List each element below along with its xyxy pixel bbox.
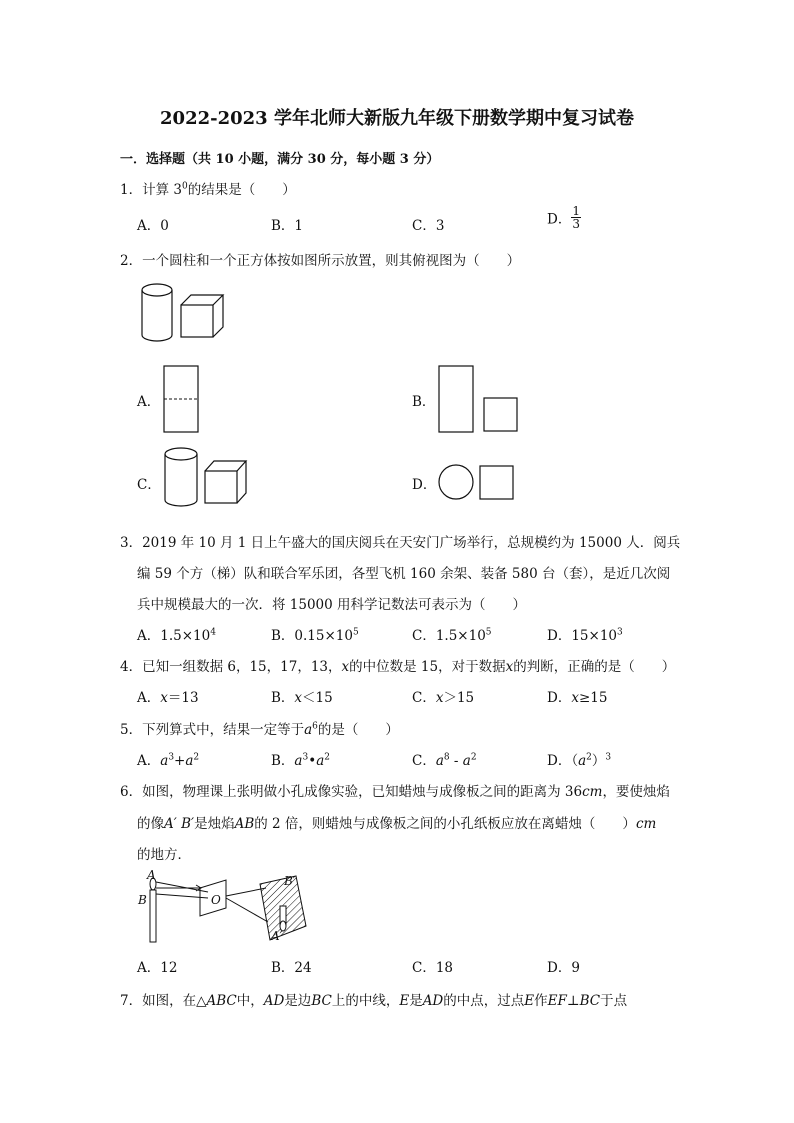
question-3-line-3: 兵中规模最大的一次．将 15000 用科学记数法可表示为（ ） (137, 597, 527, 613)
section-heading: 一．选择题（共 10 小题，满分 30 分，每小题 3 分） (120, 152, 440, 167)
question-3-line-1: 3．2019 年 10 月 1 日上午盛大的国庆阅兵在天安门广场举行，总规模约为 15000 人．阅兵 (120, 535, 681, 551)
q5-option-d: D．$(a^2)^3$ (547, 752, 612, 769)
question-1-stem: 1．计算 $3^0$的结果是（ ） (120, 181, 296, 198)
q6-option-a: A．12 (137, 960, 178, 976)
q2-option-d-label: D． (412, 477, 437, 493)
question-6-line-1: 6．如图，物理课上张明做小孔成像实验，已知蜡烛与成像板之间的距离为 36cm，要使烛焰 (120, 784, 670, 800)
q6-option-d: D．9 (547, 960, 580, 976)
q1-option-d: D． $\frac{1}{3}$ (547, 204, 580, 231)
q2-option-a-figure (162, 364, 202, 434)
figure-label-a-prime: A′ (271, 929, 283, 943)
question-7-line-1: 7．如图，在△ABC中，AD是边BC上的中线，E是AD的中点，过点E作EF⊥BC于点 (120, 993, 628, 1009)
q5-option-c: C．$a^8 - a^2$ (412, 752, 477, 769)
figure-label-b: B (138, 893, 147, 907)
page-title: 2022-2023 学年北师大新版九年级下册数学期中复习试卷 (160, 108, 634, 129)
figure-label-b-prime: B′ (284, 874, 296, 888)
q5-option-b: B．$a^3•a^2$ (271, 752, 330, 769)
q3-option-a: A．$1.5\times 10^4$ (137, 627, 216, 644)
q2-option-c-figure (160, 444, 255, 512)
q2-option-a-label: A． (137, 394, 161, 410)
q5-option-a: A．$a^3+a^2$ (137, 752, 200, 769)
q2-option-c-label: C． (137, 477, 161, 493)
q2-option-d-figure (436, 462, 518, 502)
q2-option-b-label: B． (412, 394, 436, 410)
q4-option-b: B．x＜15 (271, 690, 333, 706)
q1-option-a: A．0 (137, 218, 169, 234)
q6-option-c: C．18 (412, 960, 454, 976)
question-3-line-2: 编 59 个方（梯）队和联合军乐团，各型飞机 160 余架、装备 580 台（套），是近几次阅 (137, 566, 671, 582)
figure-label-o: O (211, 893, 221, 907)
question-6-line-2: 的像A′ B′是烛焰AB的 2 倍，则蜡烛与成像板之间的小孔纸板应放在离蜡烛（ ）cm (137, 816, 657, 832)
q4-option-d: D．x≥15 (547, 690, 608, 706)
q1-option-c: C．3 (412, 218, 445, 234)
question-2-stem: 2．一个圆柱和一个正方体按如图所示放置，则其俯视图为（ ） (120, 253, 521, 269)
figure-label-a: A (147, 868, 156, 882)
q6-option-b: B．24 (271, 960, 312, 976)
q4-option-a: A．x＝13 (137, 690, 199, 706)
fraction-one-third: $\frac{1}{3}$ (572, 204, 580, 231)
cylinder-cube-figure (136, 280, 236, 348)
question-4-stem: 4．已知一组数据 6，15，17，13，x的中位数是 15，对于数据x的判断，正确的是（ ） (120, 659, 676, 675)
q2-option-b-figure (437, 364, 522, 434)
question-5-stem: 5．下列算式中，结果一定等于$a^6$的是（ ） (120, 721, 399, 738)
question-6-line-3: 的地方． (137, 847, 191, 863)
q4-option-c: C．x＞15 (412, 690, 475, 706)
q3-option-b: B．$0.15\times 10^5$ (271, 627, 359, 644)
q1-option-b: B．1 (271, 218, 304, 234)
q3-option-d: D．$15\times 10^3$ (547, 627, 623, 644)
q3-option-c: C．$1.5\times 10^5$ (412, 627, 492, 644)
